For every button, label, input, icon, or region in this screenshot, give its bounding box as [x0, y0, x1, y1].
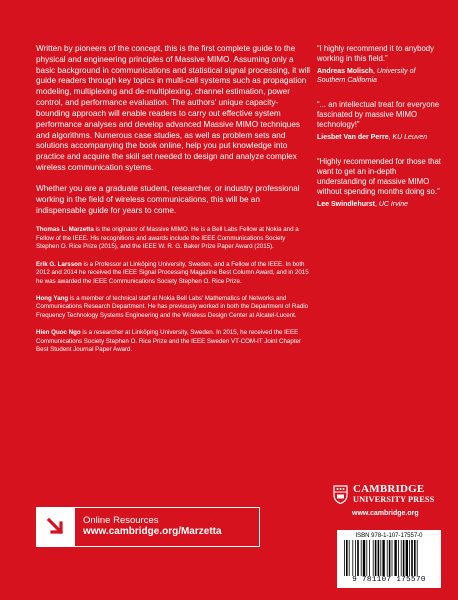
author-bio — [36, 261, 310, 286]
author-bio-text: is the originator of Massive MIMO. He is a Bell Labs Fellow at Nokia and a Fellow of the IEEE. His recognitions and awards include the IEEE Communications Society Stephen O. Rice Prize (2015), and the IEEE W. R. G. Baker Prize Paper Award (2015). — [36, 226, 299, 251]
author-bio-text: is a member of technical staff at Nokia Bell Labs' Mathematics of Networks and Communications Research Department. He has previously worked in both the Department of Radio Frequency Technology Systems Engineering and the Wireless Design Center at Alcatel-Lucent. — [36, 294, 309, 319]
author-name: Thomas L. Marzetta — [36, 226, 94, 234]
endorsement-author: Andreas Molisch, University of Southern California — [317, 67, 416, 85]
author-bio — [36, 295, 310, 320]
online-resources-text — [75, 515, 222, 539]
barcode-bar — [387, 540, 388, 576]
endorsement — [317, 44, 443, 85]
barcode-bar — [375, 540, 377, 576]
author-name: Erik G. Larsson — [36, 260, 82, 268]
publisher-name — [353, 484, 434, 504]
blurb-paragraph-1: Written by pioneers of the concept, this is the first complete guide to the physical and engineering principles of Massive MIMO. Assuming only a basic background in communications and statistical signal processing, it will guide readers through key topics in multi-cell systems such as propagation modeling, multiplexing and de-multiplexing, channel estimation, power control, and performance evaluation. The authors' unique capacity-bounding approach will enable readers to carry out effective system performance analyses and develop advanced Massive MIMO techniques and algorithms. Numerous case studies, as well as problem sets and solutions accompanying the book online, help you put knowledge into practice and acquire the skill set needed to design and analyze complex wireless communication sytems. — [36, 44, 310, 173]
publisher-name-line1: CAMBRIDGE — [353, 483, 425, 495]
endorser-name: Lee Swindlehurst — [317, 201, 375, 208]
barcode-bar — [392, 540, 393, 576]
barcode-bar — [369, 540, 370, 576]
barcode-bar — [357, 540, 359, 576]
barcode-bar — [344, 540, 345, 576]
author-name: Hong Yang — [36, 294, 69, 302]
endorser-affiliation: UC Irvine — [378, 201, 409, 208]
barcode-bar — [361, 540, 362, 576]
endorsement-text: “... an intellectual treat for everyone fascinated by massive MIMO technology!” — [317, 100, 440, 130]
barcode-bar — [349, 540, 350, 576]
online-resources-box[interactable] — [36, 507, 260, 547]
barcode-bar — [409, 540, 410, 576]
barcode-bar — [403, 540, 405, 576]
endorsement — [317, 157, 443, 209]
barcode-bar — [406, 540, 408, 576]
barcode-bar — [352, 540, 353, 576]
barcode-bar — [389, 540, 391, 576]
barcode-bar — [366, 540, 367, 576]
endorsement-author: Lee Swindlehurst, UC Irvine — [317, 201, 409, 208]
barcode-bar — [346, 540, 348, 576]
main-column — [36, 44, 310, 363]
barcode-bar — [401, 540, 402, 576]
blurb-paragraph-2: Whether you are a graduate student, researcher, or industry professional working in the field of wireless communications, this will be an indispensable guide for years to come. — [36, 183, 300, 215]
barcode-bar — [414, 540, 416, 576]
barcode-bar — [355, 540, 356, 576]
endorsement-text: “Highly recommended for those that want to get an in-depth understanding of massive MIMO without spending months doing so.” — [317, 157, 441, 197]
author-bios — [36, 226, 310, 354]
endorser-name: Liesbet Van der Perre — [317, 134, 389, 142]
barcode-bar — [373, 540, 374, 576]
barcode-bar — [394, 540, 396, 576]
endorser-name: Andreas Molisch — [317, 67, 374, 75]
endorsement-text: “I highly recommend it to anybody working in this field.” — [317, 44, 435, 63]
author-bio — [36, 329, 310, 354]
online-resources-label: Online Resources — [83, 515, 159, 527]
author-name: Hien Quoc Ngo — [36, 329, 81, 337]
endorser-affiliation: University of Southern California — [317, 67, 416, 85]
publisher-url[interactable]: www.cambridge.org — [352, 510, 419, 517]
endorsement-author: Liesbet Van der Perre, KU Leuven — [317, 134, 428, 142]
barcode — [343, 540, 435, 576]
barcode-box — [337, 530, 441, 588]
crest-icon — [333, 485, 348, 504]
author-bio-text: is a Professor at Linköping University, Sweden, and a Fellow of the IEEE. In both 2012 and 2014 he received the IEEE Signal Processing Magazine Best Column Award, and in 2015 he was awarded the IEEE Communications Society Stephen O. Rice Prize. — [36, 260, 309, 285]
barcode-bar — [363, 540, 365, 576]
barcode-bar — [380, 540, 381, 576]
barcode-digits: 9 781107 175570 — [352, 576, 426, 584]
endorser-affiliation: KU Leuven — [392, 134, 428, 142]
barcode-bar — [417, 540, 418, 576]
endorsement — [317, 100, 443, 142]
endorsements — [317, 44, 443, 224]
publisher-logo — [333, 484, 437, 504]
barcode-bar — [382, 540, 384, 576]
barcode-bar — [411, 540, 413, 576]
isbn-text: ISBN 978-1-107-17557-0 — [355, 533, 423, 539]
publisher-name-line2: UNIVERSITY PRESS — [353, 494, 435, 504]
barcode-bar — [398, 540, 399, 576]
author-bio-text: is a researcher at Linköping University, Sweden. In 2015, he received the IEEE Communications Society Stephen O. Rice Prize and the IEEE Sweden VT-COM-IT Joint Chapter Best Student Journal Paper Award. — [36, 329, 302, 354]
author-bio — [36, 226, 310, 251]
arrow-icon — [37, 508, 75, 546]
barcode-bar — [378, 540, 380, 576]
online-resources-url[interactable]: www.cambridge.org/Marzetta — [83, 526, 222, 538]
